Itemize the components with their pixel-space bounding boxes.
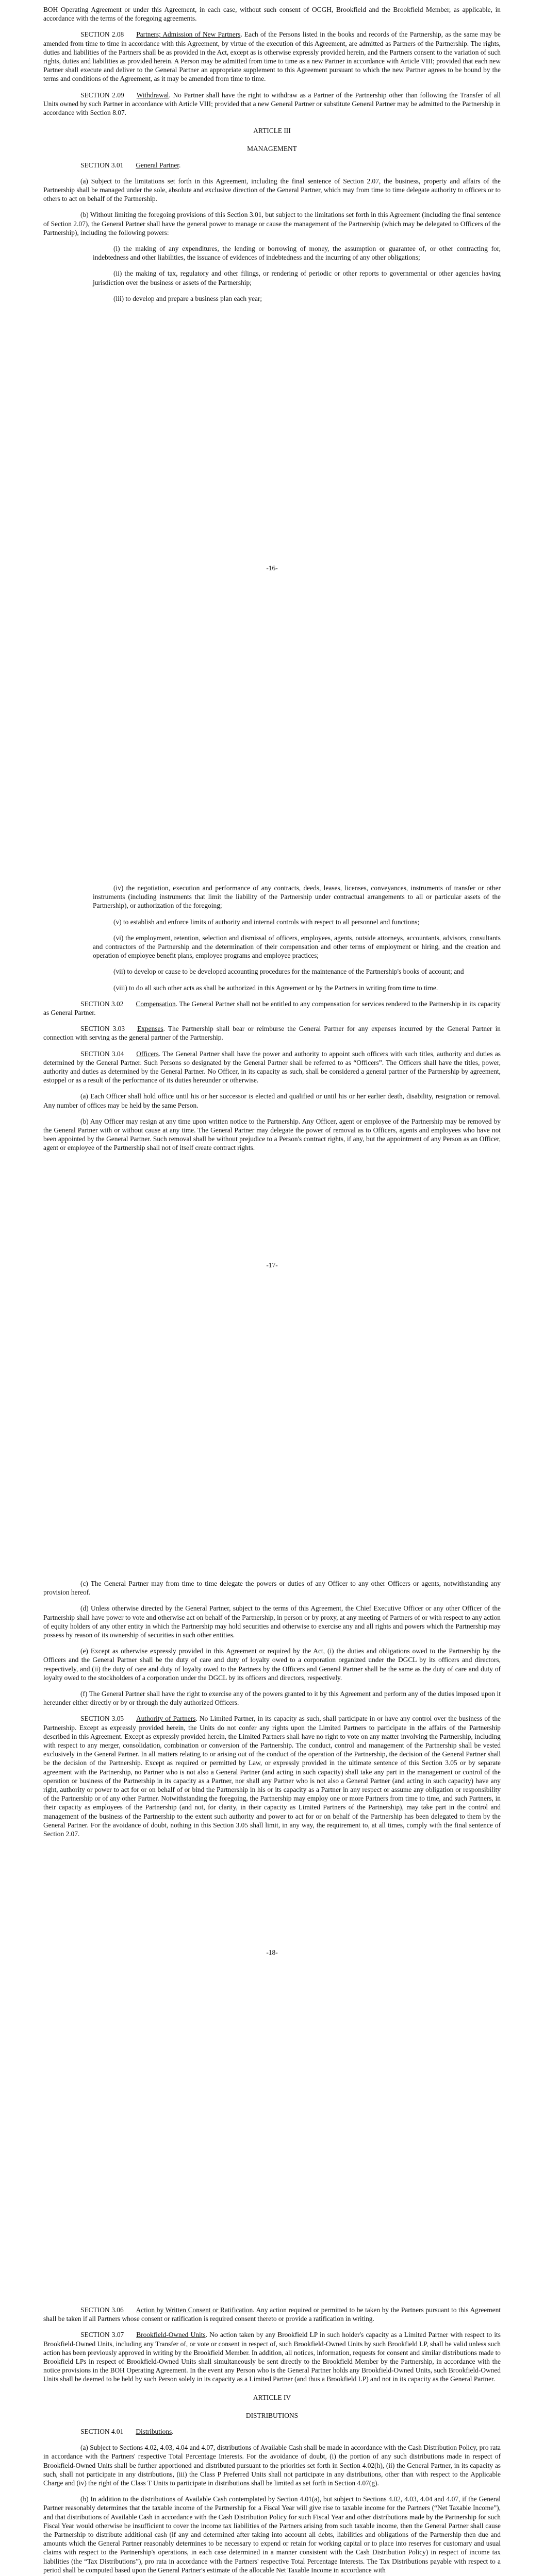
clause: (b) Any Officer may resign at any time upon written notice to the Partnership. Any Officer, agent or employee of the Partnership may be removed by the General Partner with or without cause at any time. The General Partner may delegate the power of removal as to Officers, agents and employees who have not been appointed by the General Partner. Such removal shall be without prejudice to a Person's contract rights, if any, but the appointment of any Person as an Officer, agent or employee of the Partnership shall not of itself create contract rights. [43,1117,501,1152]
section-3-01: SECTION 3.01 General Partner. [80,161,181,169]
section-3-04: SECTION 3.04 Officers. The General Partner shall have the power and authority to appoint such officers with such titles, authority and duties as determined by the General Partner. Such Persons so designated by the General Partner shall be referred to as “Officers”. The Officers shall have the titles, power, authority and duties as determined by the General Partner. No Officer, in its capacity as such, shall be considered a general partner of the Partnership by agreement, estoppel or as a result of the performance of its duties hereunder or otherwise. [43,1049,501,1084]
page-16-body [43,5,501,310]
sub-clause: (vii) to develop or cause to be developed accounting procedures for the maintenance of the Partnership's books of account; and [113,968,464,976]
clause: (d) Unless otherwise directed by the General Partner, subject to the terms of this Agreement, the Chief Executive Officer or any other Officer of the Partnership shall have power to vote and otherwise act on behalf of the Partnership, in person or by proxy, at any meeting of Partners of or with respect to any action of equity holders of any other entity in which the Partnership may hold securities and otherwise to exercise any and all rights and powers which the Partnership may possess by reason of its ownership of securities in such other entities. [43,1604,501,1639]
page-number: -17- [266,1261,278,1269]
clause: (a) Subject to the limitations set forth in this Agreement, including the final sentence of Section 2.07, the business, property and affairs of the Partnership shall be managed under the sole, absolute and exclusive direction of the General Partner, which may from time to time delegate authority to officers or to others to act on behalf of the Partnership. [43,177,501,203]
section-2-08: SECTION 2.08 Partners; Admission of New Partners. Each of the Persons listed in the books and records of the Partnership, as the same may be amended from time to time in accordance with this Agreement, by virtue of the execution of this Agreement, are admitted as Partners of the Partnership. The rights, duties and liabilities of the Partners shall be as provided in the Act, except as is otherwise expressly provided herein, and the Partners consent to the variation of such rights, duties and liabilities as provided herein. A Person may be admitted from time to time as a new Partner in accordance with Article VIII; provided that each new Partner shall execute and deliver to the General Partner an appropriate supplement to this Agreement pursuant to which the new Partner agrees to be bound by the terms and conditions of the Agreement, as it may be amended from time to time. [43,30,501,83]
clause: (a) Each Officer shall hold office until his or her successor is elected and qualified or until his or her earlier death, disability, resignation or removal. Any number of offices may be held by the same Person. [43,1092,501,1109]
section-3-05: SECTION 3.05 Authority of Partners. No Limited Partner, in its capacity as such, shall participate in or have any control over the business of the Partnership. Except as expressly provided herein, the Units do not confer any rights upon the Limited Partners to participate in the affairs of the Partnership described in this Agreement. Except as expressly provided herein, the Limited Partners shall have no right to vote on any matter involving the Partnership, including with respect to any merger, consolidation, combination or conversion of the Partnership. The conduct, control and management of the Partnership shall be vested exclusively in the General Partner. In all matters relating to or arising out of the conduct of the operation of the Partnership, the decision of the General Partner shall be the decision of the Partnership. Except as required or permitted by Law, or expressly provided in the ultimate sentence of this Section 3.05 or by separate agreement with the Partnership, no Partner who is not also a General Partner (and acting in such capacity) shall take any part in the management or control of the operation or business of the Partnership in its capacity as a Partner, nor shall any Partner who is not also a General Partner (and acting in such capacity) have any right, authority or power to act for or on behalf of or bind the Partnership in his or its capacity as a Partner in any respect or assume any obligation or responsibility of the Partnership or of any other Partner. Notwithstanding the foregoing, the Partnership may employ one or more Partners from time to time, and such Partners, in their capacity as employees of the Partnership (and not, for clarity, in their capacity as Limited Partners of the Partnership), may take part in the control and management of the business of the Partnership to the extent such authority and power to act for or on behalf of the Partnership has been delegated to them by the General Partner. For the avoidance of doubt, nothing in this Section 3.05 shall limit, in any way, the requirement to, at all times, comply with the final sentence of Section 2.07. [43,1715,501,1838]
section-3-06: SECTION 3.06 Action by Written Consent or Ratification. Any action required or permitted to be taken by the Partners pursuant to this Agreement shall be taken if all Partners whose consent or ratification is required consent thereto or provide a ratification in writing. [43,2306,501,2323]
section-3-02: SECTION 3.02 Compensation. The General Partner shall not be entitled to any compensation for services rendered to the Partnership in its capacity as General Partner. [43,999,501,1017]
sub-clause: (iii) to develop and prepare a business plan each year; [113,294,262,302]
page-17-body [43,884,501,1160]
section-3-03: SECTION 3.03 Expenses. The Partnership shall bear or reimburse the General Partner for any expenses incurred by the General Partner in connection with serving as the general partner of the Partnership. [43,1025,501,1042]
article-heading: ARTICLE III [253,127,291,135]
page-number: -18- [266,1948,278,1956]
clause: (e) Except as otherwise expressly provided in this Agreement or required by the Act, (i) the duties and obligations owed to the Partnership by the Officers and the General Partner shall be the duty of care and duty of loyalty owed to a corporation organized under the DGCL by its officers and directors, respectively, and (ii) the duty of care and duty of loyalty owed to the Partners by the Officers and General Partner shall be the same as the duty of care and duty of loyalty owed to the stockholders of a corporation under the DGCL by its officers and directors, respectively. [43,1647,501,1682]
page-19 [0,2110,544,2576]
page-17 [0,703,544,1406]
paragraph: BOH Operating Agreement or under this Agreement, in each case, without such consent of OCGH, Brookfield and the Brookfield Member, as applicable, in accordance with the terms of the foregoing agreements. [43,6,501,23]
clause: (f) The General Partner shall have the right to exercise any of the powers granted to it by this Agreement and perform any of the duties imposed upon it hereunder either directly or by or through the duly authorized Officers. [43,1690,501,1707]
page-19-body [43,2306,501,2576]
sub-clause: (v) to establish and enforce limits of authority and internal controls with respect to all personnel and functions; [113,918,420,926]
section-2-09: SECTION 2.09 Withdrawal. No Partner shall have the right to withdraw as a Partner of the Partnership other than following the Transfer of all Units owned by such Partner in accordance with Article VIII; provided that a new General Partner or substitute General Partner may be admitted to the Partnership in accordance with Section 8.07. [43,91,501,117]
clause: (b) Without limiting the foregoing provisions of this Section 3.01, but subject to the limitations set forth in this Agreement (including the final sentence of Section 2.07), the General Partner shall have the general power to manage or cause the management of the Partnership (which may be delegated to Officers of the Partnership), including the following powers: [43,211,501,236]
page-number: -16- [266,564,278,572]
article-title: MANAGEMENT [247,145,297,153]
section-3-07: SECTION 3.07 Brookfield-Owned Units. No action taken by any Brookfield LP in such holder's capacity as a Limited Partner with respect to its Brookfield-Owned Units, including any Transfer of, or vote or consent in respect of, such Brookfield-Owned Units by such Brookfield LP, shall be valid unless such action has been previously approved in writing by the Brookfield Member. In addition, all notices, information, requests for consent and similar distributions made to Brookfield LPs in respect of Brookfield-Owned Units shall simultaneously be sent directly to the Brookfield Member by the Partnership, in accordance with the notice provisions in the BOH Operating Agreement. In the event any Person who is the General Partner holds any Brookfield-Owned Units, such Brookfield-Owned Units shall be deemed to be held by such Person solely in its capacity as a Limited Partner (and thus a Brookfield LP) and not in its capacity as the General Partner. [43,2331,501,2383]
section-4-01: SECTION 4.01 Distributions. [80,2428,174,2436]
clause: (b) In addition to the distributions of Available Cash contemplated by Section 4.01(a), but subject to Sections 4.02, 4.03, 4.04 and 4.07, if the General Partner reasonably determines that the taxable income of the Partnership for a Fiscal Year will give rise to taxable income for the Partners (“Net Taxable Income”), and that distributions of Available Cash in accordance with the Cash Distribution Policy for such Fiscal Year and other distributions made by the Partnership for such Fiscal Year would otherwise be insufficient to cover the income tax liabilities of the Partners arising from such taxable income, then the General Partner shall cause the Partnership to distribute additional cash (if any and determined after taking into account all debts, liabilities and obligations of the Partnership then due and amounts which the General Partner reasonably determines to be necessary to expend or retain for working capital or to place into reserves for customary and usual claims with respect to the Partnership's operations, in each case determined in a manner consistent with the Cash Distribution Policy) in respect of income tax liabilities (the “Tax Distributions”), pro rata in accordance with the Partners' respective Total Percentage Interests. The Tax Distributions payable with respect to a period shall be computed based upon the General Partner's estimate of the allocable Net Taxable Income in accordance with [43,2495,501,2574]
page-16 [0,0,544,703]
clause: (a) Subject to Sections 4.02, 4.03, 4.04 and 4.07, distributions of Available Cash shall be made in accordance with the Cash Distribution Policy, pro rata in accordance with the Partners' respective Total Percentage Interests. For the avoidance of doubt, (i) the portion of any such distributions made in respect of Brookfield-Owned Units shall be further apportioned and distributed pursuant to the priorities set forth in Section 4.02(h), (ii) the General Partner, in its capacity as such, shall not participate in any distributions, (iii) the Class P Preferred Units shall not participate in any distributions, other than with respect to the Applicable Charge and (iv) the right of the Class T Units to participate in distributions shall be limited as set forth in Section 4.07(g). [43,2444,501,2487]
sub-clause: (iv) the negotiation, execution and performance of any contracts, deeds, leases, licenses, conveyances, instruments of transfer or other instruments (including instruments that limit the liability of the Partnership under contractual arrangements to all or particular assets of the Partnership), or authorization of the foregoing; [93,884,501,910]
sub-clause: (i) the making of any expenditures, the lending or borrowing of money, the assumption or guarantee of, or other contracting for, indebtedness and other liabilities, the issuance of evidences of indebtedness and the incurring of any other obligations; [93,245,501,262]
clause: (c) The General Partner may from time to time delegate the powers or duties of any Officer to any other Officers or agents, notwithstanding any provision hereof. [43,1580,501,1597]
page-18-body [43,1579,501,1845]
article-title: DISTRIBUTIONS [245,2411,299,2419]
sub-clause: (ii) the making of tax, regulatory and other filings, or rendering of periodic or other reports to governmental or other agencies having jurisdiction over the business or assets of the Partnership; [93,269,501,286]
sub-clause: (vi) the employment, retention, selection and dismissal of officers, employees, agents, outside attorneys, accountants, advisors, consultants and contractors of the Partnership and the determination of their compensation and other terms of employment or hiring, and the creation and operation of employee benefit plans, employee programs and employee practices; [93,934,501,960]
page-18 [0,1406,544,2110]
article-heading: ARTICLE IV [253,2393,291,2401]
sub-clause: (viii) to do all such other acts as shall be authorized in this Agreement or by the Partners in writing from time to time. [113,984,438,992]
